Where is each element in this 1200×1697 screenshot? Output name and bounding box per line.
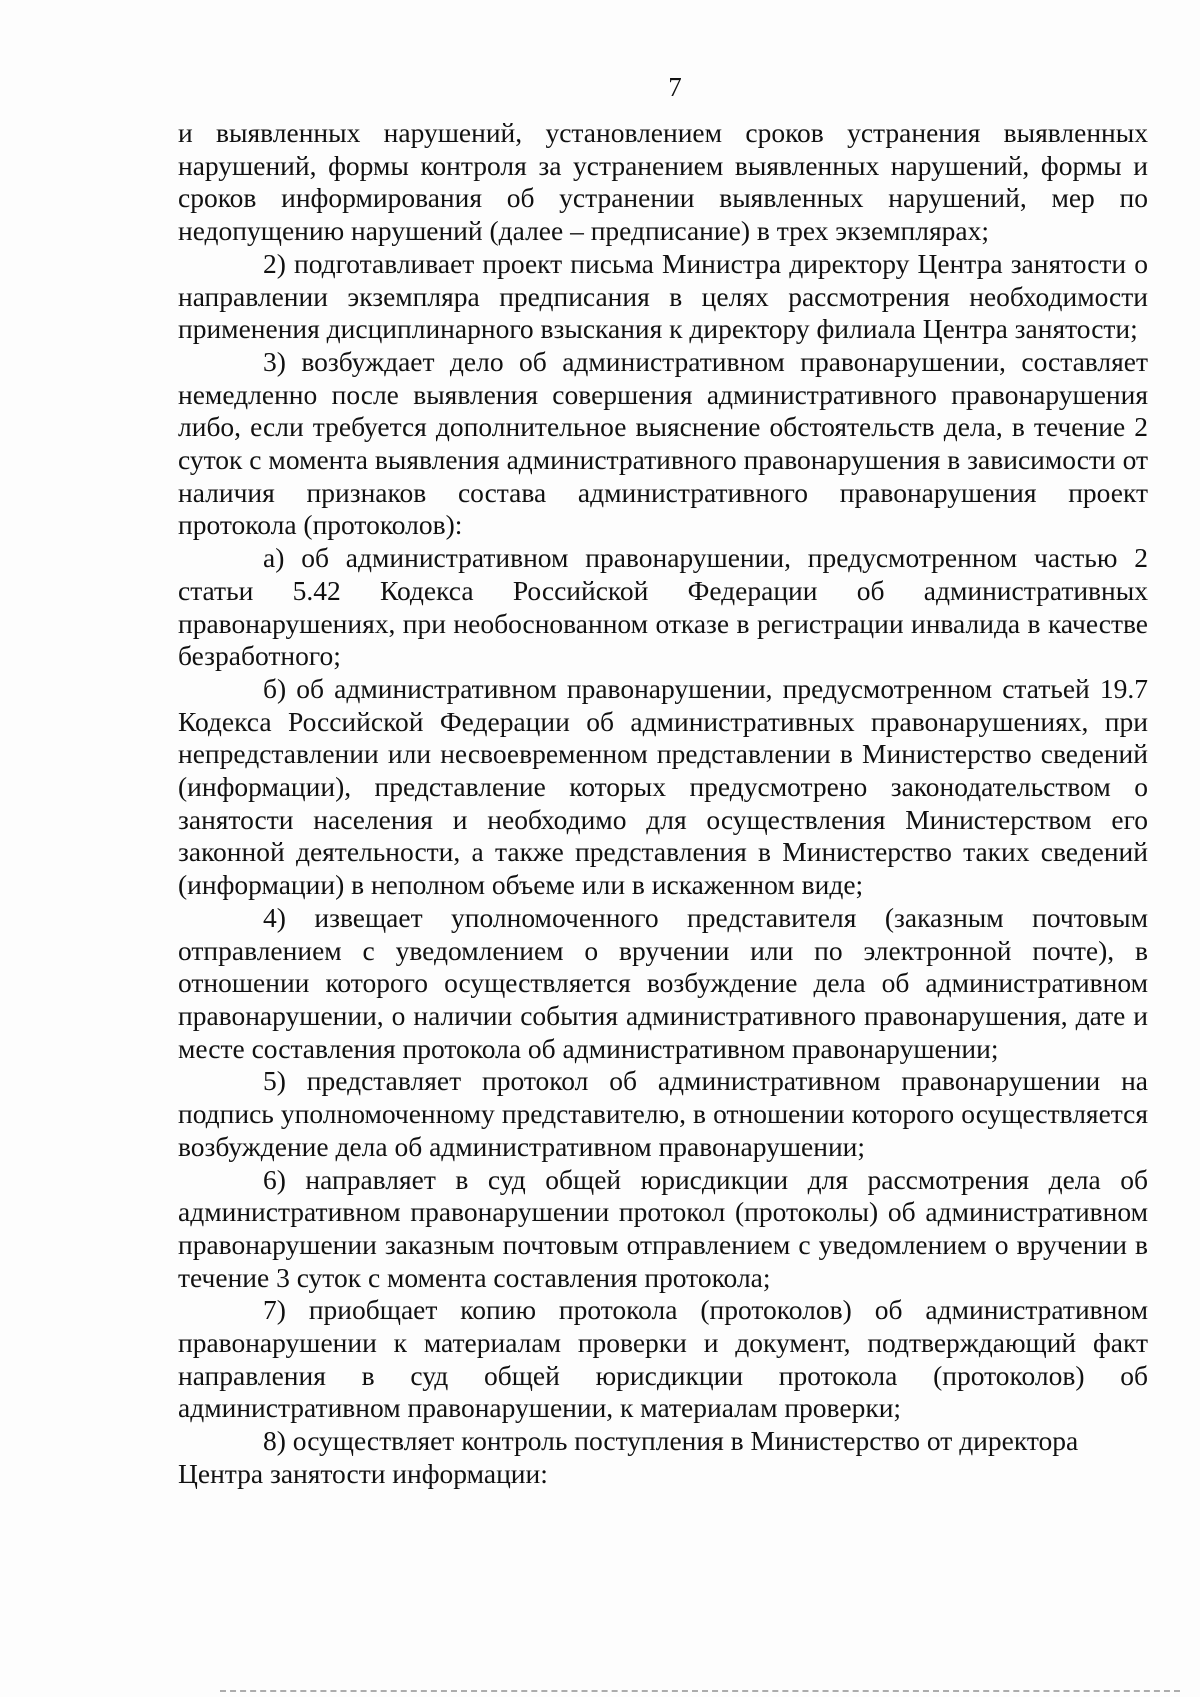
scan-edge-line bbox=[220, 1690, 1180, 1692]
paragraph-continuation: и выявленных нарушений, установлением сроков устранения выявленных нарушений, формы контроля за устранением выявленных нарушений, формы и сроков информирования об устранении выявленных нарушений, мер по недопущению нарушений (далее – предписание) в трех экземплярах; bbox=[178, 117, 1148, 247]
document-body bbox=[178, 117, 1148, 1491]
paragraph-item-5: 5) представляет протокол об административном правонарушении на подпись уполномоченному представителю, в отношении которого осуществляется возбуждение дела об административном правонарушении; bbox=[178, 1065, 1148, 1162]
paragraph-item-7: 7) приобщает копию протокола (протоколов) об административном правонарушении к материалам проверки и документ, подтверждающий факт направления в суд общей юрисдикции протокола (протоколов) об административном правонарушении, к материалам проверки; bbox=[178, 1294, 1148, 1424]
paragraph-item-2: 2) подготавливает проект письма Министра директору Центра занятости о направлении экземпляра предписания в целях рассмотрения необходимости применения дисциплинарного взыскания к директору филиала Центра занятости; bbox=[178, 247, 1148, 345]
paragraph-item-6: 6) направляет в суд общей юрисдикции для рассмотрения дела об административном правонарушении протокол (протоколы) об административном правонарушении заказным почтовым отправлением с уведомлением о вручении в течение 3 суток с момента составления протокола; bbox=[178, 1163, 1148, 1293]
paragraph-item-8: 8) осуществляет контроль поступления в Министерство от директора Центра занятости информации: bbox=[178, 1425, 1079, 1489]
page-number: 7 bbox=[668, 72, 682, 102]
paragraph-subitem-b: б) об административном правонарушении, предусмотренном статьей 19.7 Кодекса Российской Федерации об административных правонарушениях, при непредставлении или несвоевременном представлении в Министерство сведений (информации), представление которых предусмотрено законодательством о занятости населения и необходимо для осуществления Министерством его законной деятельности, а также представления в Министерство таких сведений (информации) в неполном объеме или в искаженном виде; bbox=[178, 672, 1148, 901]
paragraph-subitem-a: а) об административном правонарушении, предусмотренном частью 2 статьи 5.42 Кодекса Российской Федерации об административных правонарушениях, при необоснованном отказе в регистрации инвалида в качестве безработного; bbox=[178, 542, 1148, 672]
paragraph-item-3: 3) возбуждает дело об административном правонарушении, составляет немедленно после выявления совершения административного правонарушения либо, если требуется дополнительное выяснение обстоятельств дела, в течение 2 суток с момента выявления административного правонарушения в зависимости от наличия признаков состава административного правонарушения проект протокола (протоколов): bbox=[178, 345, 1148, 541]
paragraph-item-4: 4) извещает уполномоченного представителя (заказным почтовым отправлением с уведомлением о вручении или по электронной почте), в отношении которого осуществляется возбуждение дела об административном правонарушении, о наличии события административного правонарушения, дате и месте составления протокола об административном правонарушении; bbox=[178, 901, 1148, 1064]
